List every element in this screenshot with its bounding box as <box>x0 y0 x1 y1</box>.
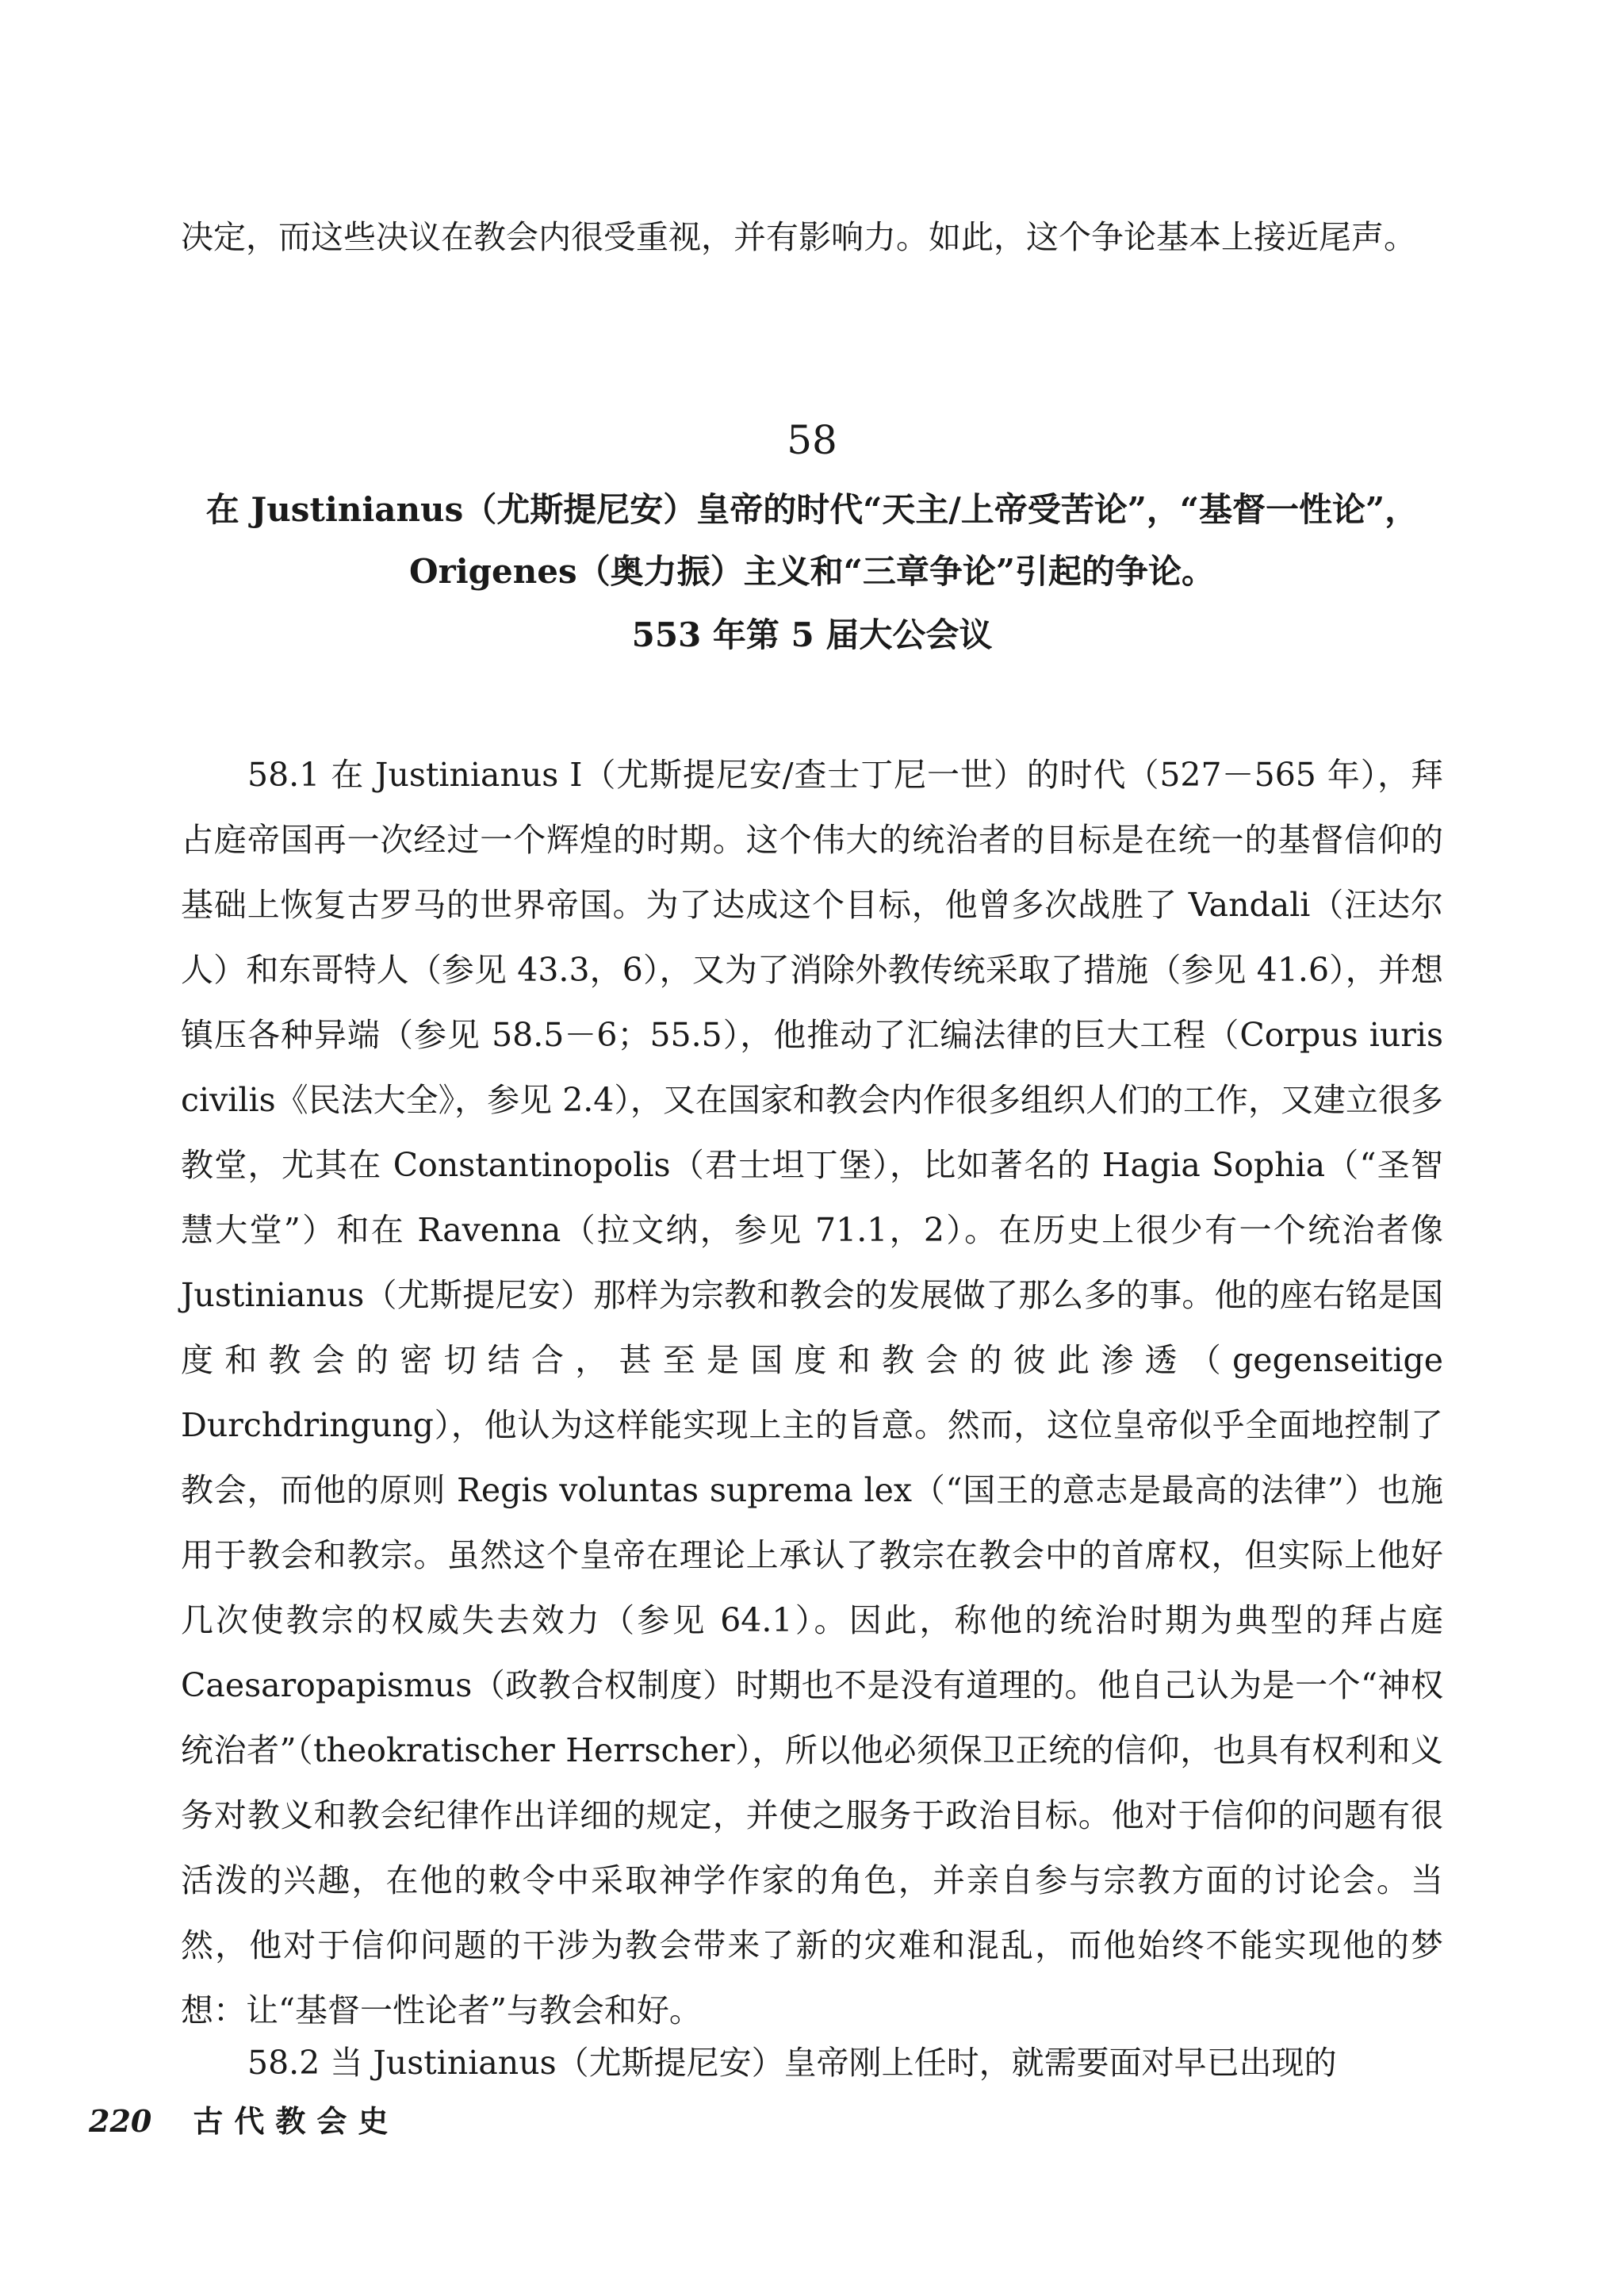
section-title-line-3: 553 年第 5 届大公会议 <box>631 615 993 654</box>
page-number: 220 <box>89 2103 152 2139</box>
intro-paragraph: 决定，而这些决议在教会内很受重视，并有影响力。如此，这个争论基本上接近尾声。 <box>181 218 1416 256</box>
book-title: 古代教会史 <box>193 2103 400 2139</box>
paragraph-58-1: 58.1 在 Justinianus I（尤斯提尼安/查士丁尼一世）的时代（527－565 年），拜占庭帝国再一次经过一个辉煌的时期。这个伟大的统治者的目标是在统一的基督信仰的基础上恢复古罗马的世界帝国。为了达成这个目标，他曾多次战胜了 Vandali（汪达尔人）和东哥特人（参见 43.3，6），又为了消除外教传统采取了措施（参见 41.6），并想镇压各种异端（参见 58.5－6；55.5），他推动了汇编法律的巨大工程（Corpus iuris civilis《民法大全》，参见 2.4），又在国家和教会内作很多组织人们的工作，又建立很多教堂，尤其在 Constantinopolis（君士坦丁堡），比如著名的 Hagia Sophia（“圣智慧大堂”）和在 Ravenna（拉文纳，参见 71.1，2）。在历史上很少有一个统治者像 Justinianus（尤斯提尼安）那样为宗教和教会的发展做了那么多的事。他的座右铭是国度和教会的密切结合，甚至是国度和教会的彼此渗透（gegenseitige Durchdringung），他认为这样能实现上主的旨意。然而，这位皇帝似乎全面地控制了教会，而他的原则 Regis voluntas suprema lex（“国王的意志是最高的法律”）也施用于教会和教宗。虽然这个皇帝在理论上承认了教宗在教会中的首席权，但实际上他好几次使教宗的权威失去效力（参见 64.1）。因此，称他的统治时期为典型的拜占庭 Caesaropapismus（政教合权制度）时期也不是没有道理的。他自己认为是一个“神权统治者”（theokratischer Herrscher），所以他必须保卫正统的信仰，也具有权利和义务对教义和教会纪律作出详细的规定，并使之服务于政治目标。他对于信仰的问题有很活泼的兴趣，在他的敕令中采取神学作家的角色，并亲自参与宗教方面的讨论会。当然，他对于信仰问题的干涉为教会带来了新的灾难和混乱，而他始终不能实现他的梦想：让“基督一性论者”与教会和好。 <box>181 756 1443 2029</box>
section-number: 58 <box>787 417 837 463</box>
section-title-line-2: Origenes（奥力振）主义和“三章争论”引起的争论。 <box>409 552 1215 591</box>
paragraph-58-2: 58.2 当 Justinianus（尤斯提尼安）皇帝刚上任时，就需要面对早已出现的 <box>247 2044 1337 2082</box>
page-footer <box>89 2098 399 2145</box>
section-title-line-1: 在 Justinianus（尤斯提尼安）皇帝的时代“天主/上帝受苦论”，“基督一性论”， <box>205 490 1419 529</box>
